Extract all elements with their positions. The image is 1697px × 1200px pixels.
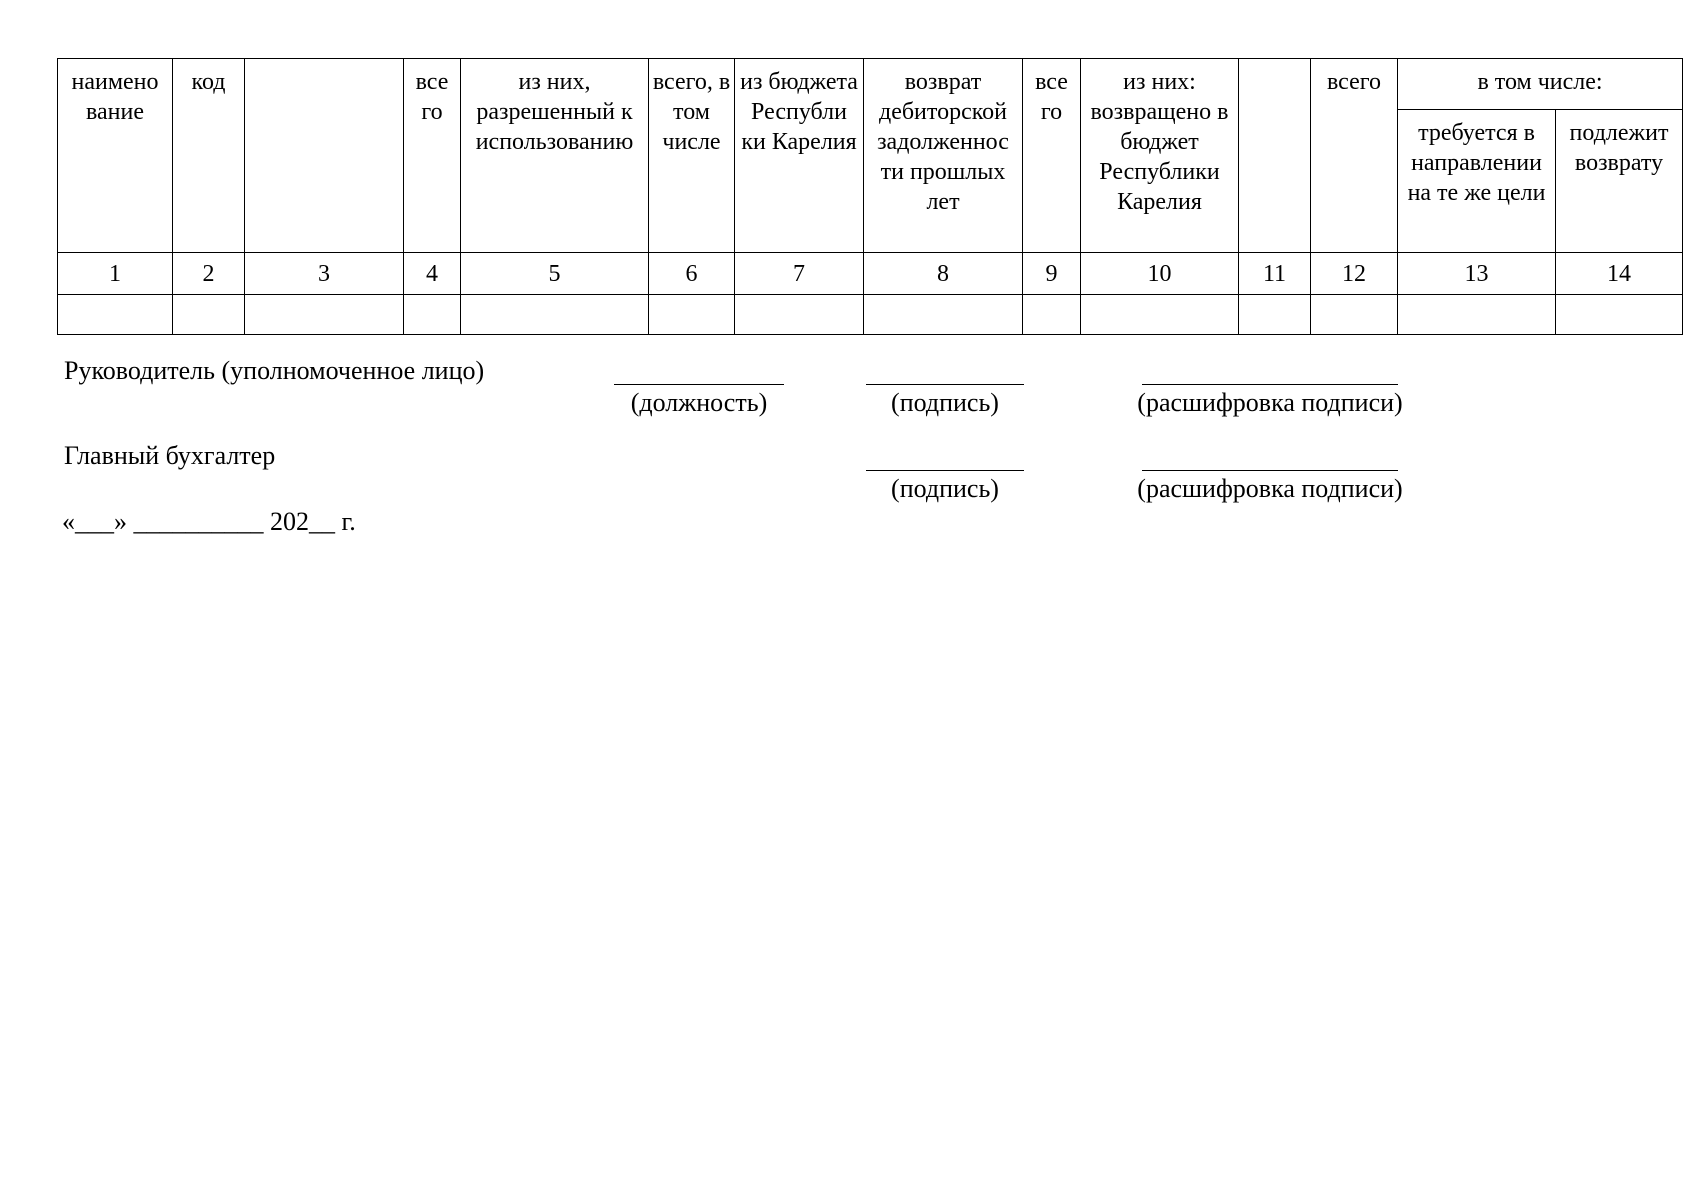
column-number: 5	[461, 253, 649, 295]
header-code: код	[173, 59, 245, 253]
position-caption: (должность)	[630, 388, 768, 417]
header-from-budget: из бюджета Республи ки Карелия	[735, 59, 864, 253]
accountant-decoding-caption: (расшифровка подписи)	[1137, 474, 1403, 503]
header-col3	[245, 59, 404, 253]
header-returned-to-budget: из них: возвращено в бюджет Республики Карелия	[1081, 59, 1239, 253]
table-cell[interactable]	[649, 295, 735, 335]
accountant-signature-line[interactable]	[866, 470, 1024, 471]
accountant-decoding-line[interactable]	[1142, 470, 1398, 471]
header-including-group: в том числе:	[1398, 59, 1683, 110]
column-number: 7	[735, 253, 864, 295]
position-line[interactable]	[614, 384, 784, 385]
column-numbers-row	[58, 253, 1683, 295]
header-col11	[1239, 59, 1311, 253]
header-same-purpose: требуется в направлении на те же цели	[1398, 110, 1556, 253]
table-cell[interactable]	[173, 295, 245, 335]
table-cell[interactable]	[58, 295, 173, 335]
decoding-line[interactable]	[1142, 384, 1398, 385]
accountant-signature-caption: (подпись)	[891, 474, 999, 503]
table-cell[interactable]	[735, 295, 864, 335]
header-row	[58, 59, 1683, 110]
table-cell[interactable]	[1398, 295, 1556, 335]
column-number: 14	[1556, 253, 1683, 295]
decoding-caption: (расшифровка подписи)	[1137, 388, 1403, 417]
header-allowed: из них, разрешенный к использованию	[461, 59, 649, 253]
column-number: 12	[1311, 253, 1398, 295]
header-total-2: все го	[1023, 59, 1081, 253]
signature-line[interactable]	[866, 384, 1024, 385]
column-number: 3	[245, 253, 404, 295]
signature-caption: (подпись)	[891, 388, 999, 417]
data-row	[58, 295, 1683, 335]
accountant-label: Главный бухгалтер	[64, 441, 276, 470]
column-number: 2	[173, 253, 245, 295]
table-cell[interactable]	[461, 295, 649, 335]
table-cell[interactable]	[864, 295, 1023, 335]
header-total-3: всего	[1311, 59, 1398, 253]
header-to-return: подлежит возврату	[1556, 110, 1683, 253]
header-total: все го	[404, 59, 461, 253]
column-number: 13	[1398, 253, 1556, 295]
head-label: Руководитель (уполномоченное лицо)	[64, 356, 485, 385]
header-receivables-return: возврат дебиторской задолженнос ти прошлых лет	[864, 59, 1023, 253]
table-cell[interactable]	[1023, 295, 1081, 335]
column-number: 10	[1081, 253, 1239, 295]
report-table	[57, 58, 1683, 335]
column-number: 6	[649, 253, 735, 295]
date-line: «___» __________ 202__ г.	[62, 507, 356, 536]
column-number: 1	[58, 253, 173, 295]
table-cell[interactable]	[1081, 295, 1239, 335]
table-cell[interactable]	[1556, 295, 1683, 335]
table-cell[interactable]	[1311, 295, 1398, 335]
header-total-including: всего, в том числе	[649, 59, 735, 253]
header-name: наимено вание	[58, 59, 173, 253]
table-cell[interactable]	[1239, 295, 1311, 335]
column-number: 9	[1023, 253, 1081, 295]
column-number: 4	[404, 253, 461, 295]
column-number: 11	[1239, 253, 1311, 295]
column-number: 8	[864, 253, 1023, 295]
table-cell[interactable]	[245, 295, 404, 335]
table-cell[interactable]	[404, 295, 461, 335]
